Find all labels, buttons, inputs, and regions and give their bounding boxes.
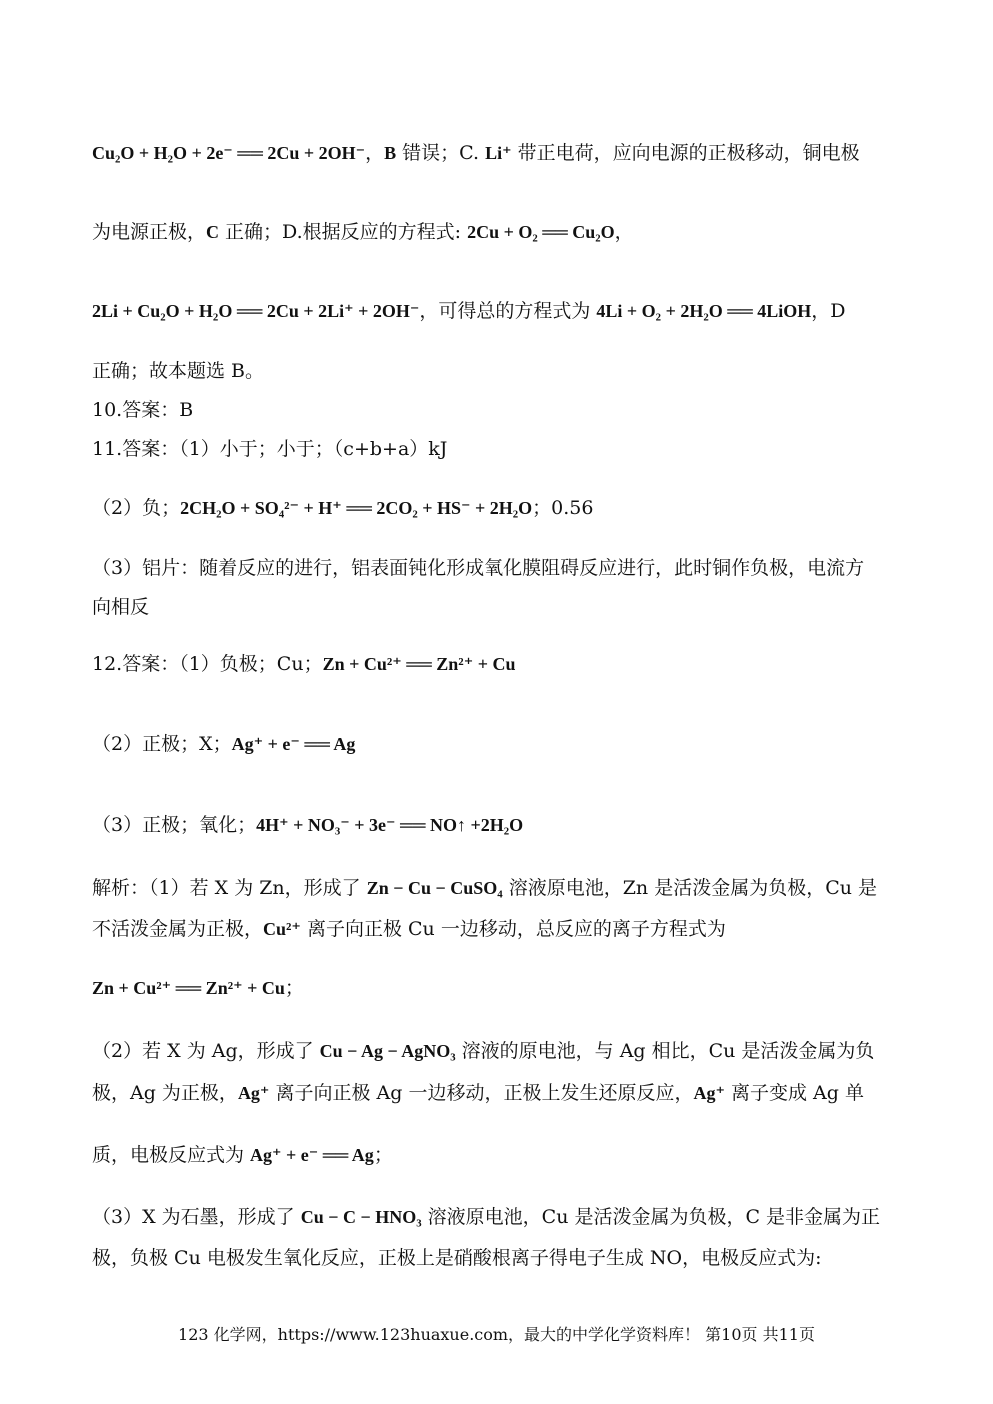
text-line [92, 975, 901, 1001]
formula: Ag⁺ [237, 1083, 270, 1103]
text-run: ，可得总的方程式为 [419, 300, 597, 322]
text-run: ； [373, 1144, 393, 1166]
formula: Li⁺ [485, 143, 512, 163]
text-line [92, 1080, 901, 1106]
text-line [92, 916, 901, 942]
text-run: 12.答案：（1）负极；Cu； [92, 653, 323, 675]
text-run: 10.答案：B [92, 399, 194, 421]
text-run: 正确；故本题选 B。 [92, 360, 265, 382]
text-run: （3）铝片：随着反应的进行，铝表面钝化形成氧化膜阻碍反应进行，此时铜作负极，电流方 [92, 557, 865, 579]
text-run: 质，电极反应式为 [92, 1144, 251, 1166]
formula: Cu₂O + H₂O + 2e⁻ ══ 2Cu + 2OH⁻ [92, 143, 366, 163]
text-run: 离子变成 Ag 单 [724, 1082, 864, 1104]
text-line [92, 298, 901, 324]
text-run: （2）若 X 为 Ag，形成了 [92, 1040, 320, 1062]
text-run: 溶液原电池，Cu 是活泼金属为负极，C 是非金属为正 [421, 1206, 881, 1228]
formula: Ag⁺ + e⁻ ══ Ag [231, 734, 356, 754]
text-run: 正确；D.根据反应的方程式: [219, 221, 468, 243]
formula: 2CH₂O + SO₄²⁻ + H⁺ ══ 2CO₂ + HS⁻ + 2H₂O [180, 498, 533, 518]
text-run: 错误；C. [396, 142, 486, 164]
text-run: （3）X 为石墨，形成了 [92, 1206, 301, 1228]
text-line [92, 594, 901, 620]
text-line [92, 219, 901, 245]
formula: Zn + Cu²⁺ ══ Zn²⁺ + Cu [322, 654, 516, 674]
text-line [92, 495, 901, 521]
formula: Cu − Ag − AgNO₃ [319, 1041, 456, 1061]
formula: Cu − C − HNO₃ [300, 1207, 422, 1227]
formula: 4Li + O₂ + 2H₂O ══ 4LiOH [596, 301, 812, 321]
text-run: 溶液的原电池，与 Ag 相比，Cu 是活泼金属为负 [455, 1040, 875, 1062]
text-run: （3）正极；氧化； [92, 814, 257, 836]
formula: B [384, 143, 397, 163]
text-line [92, 140, 901, 166]
text-line [92, 397, 901, 423]
text-line [92, 1038, 901, 1064]
text-run: （2）正极；X； [92, 733, 232, 755]
text-run: 极，负极 Cu 电极发生氧化反应，正极上是硝酸根离子得电子生成 NO，电极反应式为: [92, 1247, 822, 1269]
text-line [92, 1204, 901, 1230]
formula: Ag⁺ [693, 1083, 725, 1103]
formula: Zn − Cu − CuSO₄ [366, 878, 503, 898]
text-run: 离子向正极 Cu 一边移动，总反应的离子方程式为 [300, 918, 726, 940]
text-line [92, 1245, 901, 1271]
formula: Cu²⁺ [263, 919, 301, 939]
page-footer: 123 化学网，https://www.123huaxue.com，最大的中学化学资料库！ 第10页 共11页 [178, 1325, 815, 1344]
text-run: ， [365, 142, 385, 164]
text-line [92, 555, 901, 581]
formula: 2Cu + O₂ ══ Cu₂O [467, 222, 615, 242]
text-run: ； [284, 977, 304, 999]
text-run: 为电源正极， [92, 221, 207, 243]
text-line [92, 358, 901, 384]
formula: 4H⁺ + NO₃⁻ + 3e⁻ ══ NO↑ +2H₂O [256, 815, 524, 835]
text-line [92, 875, 901, 901]
text-run: 极，Ag 为正极， [92, 1082, 238, 1104]
text-run: （2）负； [92, 497, 181, 519]
text-run: ， [614, 221, 634, 243]
text-line [92, 651, 901, 677]
text-run: 解析：（1）若 X 为 Zn，形成了 [92, 877, 367, 899]
formula: 2Li + Cu₂O + H₂O ══ 2Cu + 2Li⁺ + 2OH⁻ [92, 301, 420, 321]
formula: Zn + Cu²⁺ ══ Zn²⁺ + Cu [92, 978, 285, 998]
text-line [92, 731, 901, 757]
formula: C [206, 222, 220, 242]
text-line [92, 812, 901, 838]
text-line [92, 1142, 901, 1168]
text-run: 向相反 [92, 596, 150, 618]
text-run: ；0.56 [532, 497, 594, 519]
text-run: 不活泼金属为正极， [92, 918, 264, 940]
formula: Ag⁺ + e⁻ ══ Ag [250, 1145, 374, 1165]
text-line [92, 436, 901, 462]
text-run: 溶液原电池，Zn 是活泼金属为负极，Cu 是 [502, 877, 878, 899]
text-run: 离子向正极 Ag 一边移动，正极上发生还原反应， [269, 1082, 694, 1104]
text-run: 11.答案：（1）小于；小于；（c+b+a）kJ [92, 438, 448, 460]
text-run: 带正电荷，应向电源的正极移动，铜电极 [511, 142, 860, 164]
text-run: ，D [811, 300, 846, 322]
